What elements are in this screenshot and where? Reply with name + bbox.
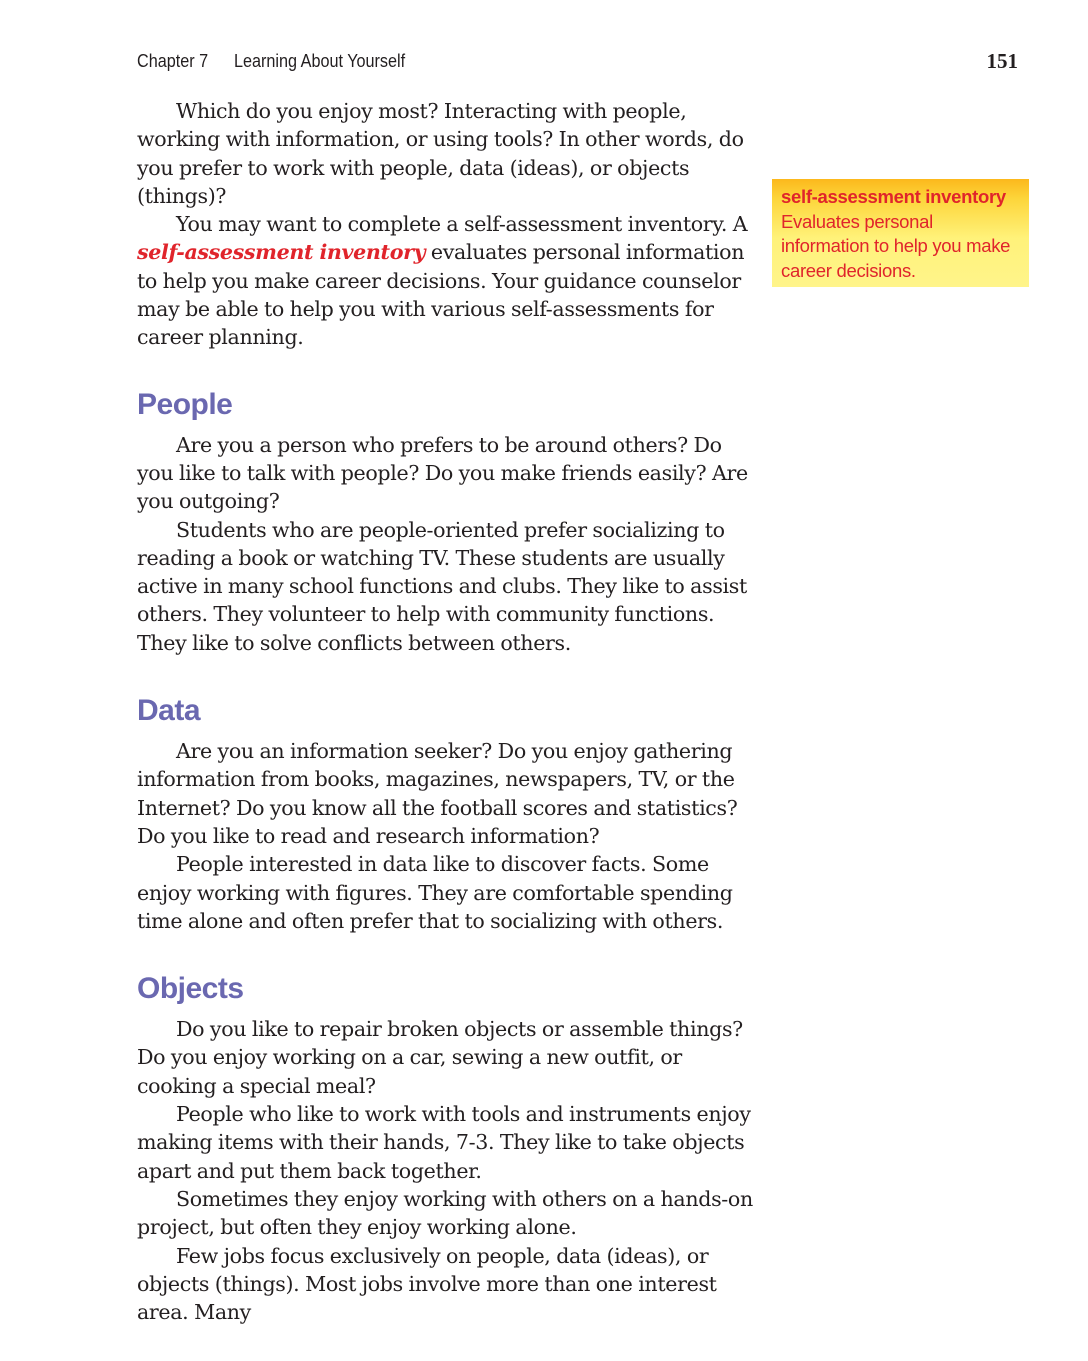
- people-paragraph-1: Are you a person who prefers to be around others? Do you like to talk with people? Do you make friends easily? Are you outgoing?: [137, 432, 748, 514]
- objects-paragraph-1: Do you like to repair broken objects or assemble things? Do you enjoy working on a car, sewing a new outfit, or cooking a special meal?: [137, 1017, 743, 1098]
- objects-paragraph-2: People who like to work with tools and instruments enjoy making items with their hands, 7-3. They like to take objects apart and put them back together.: [137, 1102, 751, 1183]
- key-term-self-assessment-inventory: self-assessment inventory: [137, 240, 426, 265]
- objects-paragraph-4: Few jobs focus exclusively on people, data (ideas), or objects (things). Most jobs involve more than one interest area. Many: [137, 1243, 717, 1325]
- section-heading-objects: Objects: [137, 972, 244, 1006]
- page-number: 151: [986, 49, 1018, 73]
- objects-paragraph-3: Sometimes they enjoy working with others on a hands-on project, but often they enjoy working alone.: [137, 1186, 753, 1240]
- data-paragraph-1: Are you an information seeker? Do you enjoy gathering information from books, magazines, newspapers, TV, or the Internet? Do you know all the football scores and statistics? Do you like to read and research information?: [137, 739, 738, 848]
- section-heading-data: Data: [137, 694, 201, 728]
- intro-paragraph-2-rest: evaluates personal information to help you make career decisions. Your guidance counselor may be able to help you with various self-assessments for career planning.: [137, 240, 745, 350]
- glossary-sidebar-box: [772, 179, 1029, 287]
- running-head: [137, 49, 1018, 75]
- data-paragraph-2: People interested in data like to discover facts. Some enjoy working with figures. They are comfortable spending time alone and often prefer that to socializing with others.: [137, 852, 733, 933]
- glossary-definition: Evaluates personal information to help you make career decisions.: [781, 210, 1011, 281]
- intro-paragraph-1: Which do you enjoy most? Interacting with people, working with information, or using tools? In other words, do you prefer to work with people, data (ideas), or objects (things)?: [137, 99, 744, 208]
- people-paragraph-2: Students who are people-oriented prefer socializing to reading a book or watching TV. These students are usually active in many school functions and clubs. They like to assist others. They volunteer to help with community functions. They like to solve conflicts between others.: [137, 517, 747, 655]
- intro-paragraph-2: [137, 210, 757, 351]
- intro-paragraph-2-lead: You may want to complete a self-assessment inventory. A: [176, 212, 748, 237]
- section-heading-people: People: [137, 387, 233, 421]
- main-text-column: [137, 97, 757, 1326]
- chapter-label: Chapter 7: [137, 51, 209, 71]
- chapter-title: Learning About Yourself: [234, 51, 406, 71]
- glossary-term: self-assessment inventory: [781, 186, 1006, 207]
